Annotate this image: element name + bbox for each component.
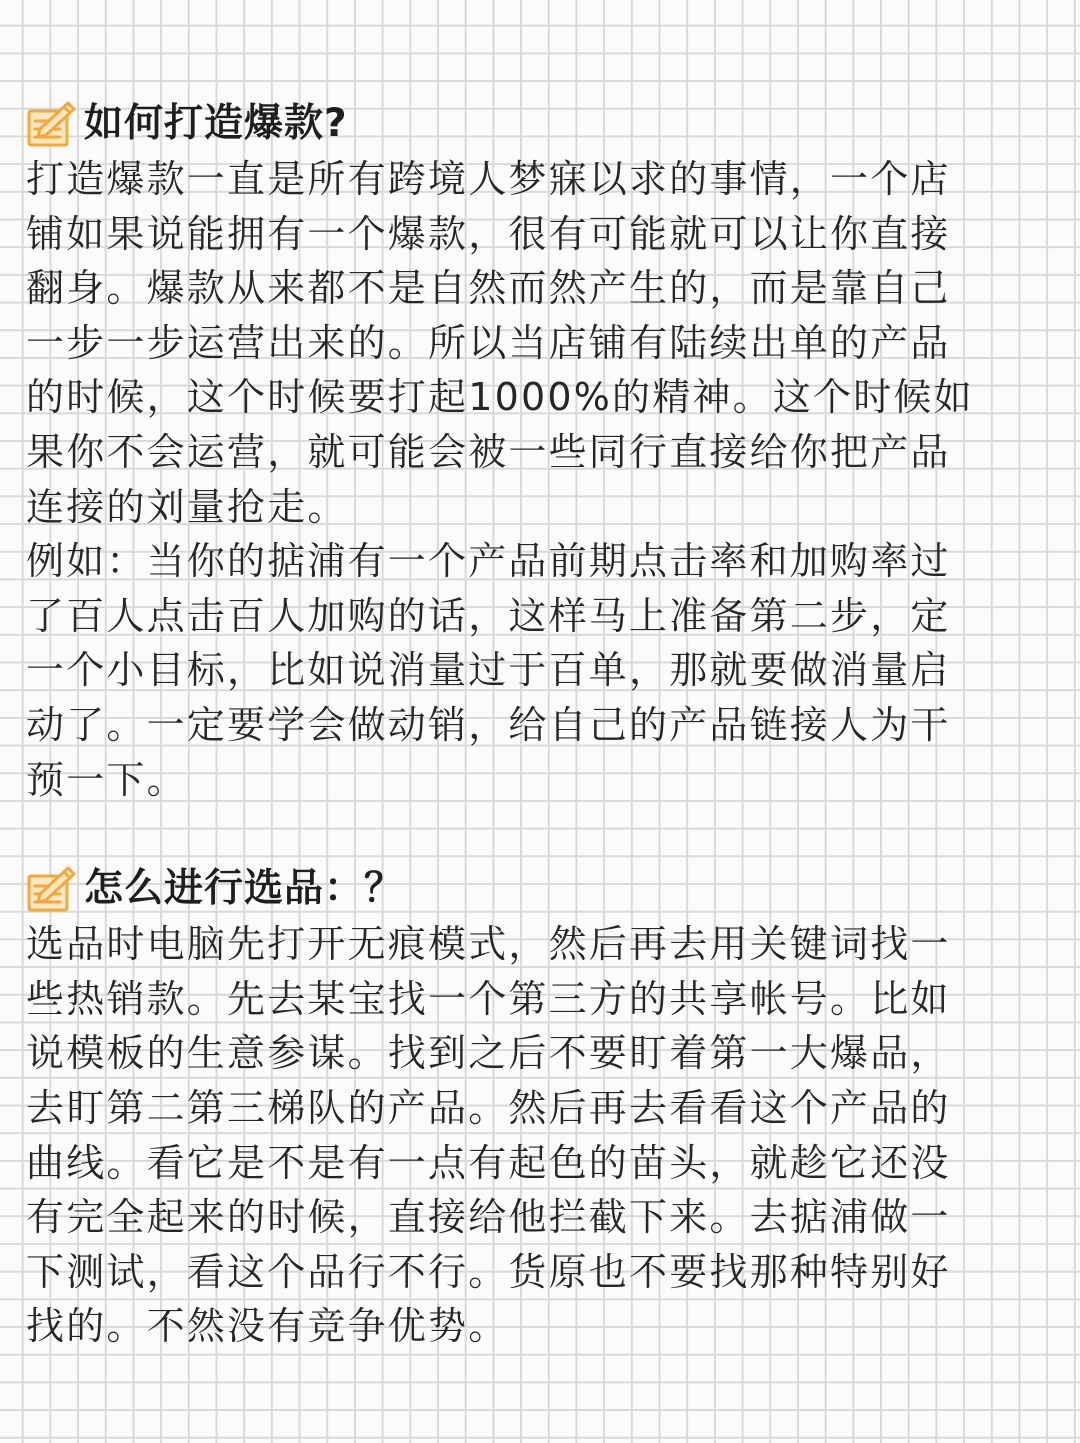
section-hot-product — [26, 96, 1036, 807]
section-title: 怎么进行选品：？ — [84, 866, 405, 912]
section-spacer — [26, 807, 1036, 861]
body-paragraph: 选品时电脑先打开无痕模式，然后再去用关键词找一 些热销款。先去某宝找一个第三方的共享帐号。比如 说模板的生意参谋。找到之后不要盯着第一大爆品， 去盯第二第三梯队的产品。然后再去看看这个产品的 曲线。看它是不是有一点有起色的苗头，就趁它还没 有完全起来的时候，直接给他拦截下来。去掂浦做一 下测试，看这个品行不行。货原也不要找那种特别好 找的。不然没有竞争优势。 — [26, 922, 951, 1349]
memo-pencil-icon — [26, 864, 76, 914]
article — [26, 96, 1036, 1354]
section-heading — [26, 861, 1036, 917]
body-paragraph: 例如：当你的掂浦有一个产品前期点击率和加购率过 了百人点击百人加购的话，这样马上准备第二步，定 一个小目标，比如说消量过于百单，那就要做消量启 动了。一定要学会做动销，给自己的产品链接人为干 预一下。 — [26, 539, 951, 802]
memo-pencil-icon — [26, 99, 76, 149]
section-product-selection — [26, 861, 1036, 1354]
section-heading — [26, 96, 1036, 152]
body-paragraph: 打造爆款一直是所有跨境人梦寐以求的事情，一个店 铺如果说能拥有一个爆款，很有可能就可以让你直接 翻身。爆款从来都不是自然而然产生的，而是靠自己 一步一步运营出来的。所以当店铺有陆续出单的产品 的时候，这个时候要打起1000%的精神。这个时候如 果你不会运营，就可能会被一些同行直接给你把产品 连接的刘量抢走。 — [26, 157, 974, 529]
section-title: 如何打造爆款? — [84, 101, 348, 146]
